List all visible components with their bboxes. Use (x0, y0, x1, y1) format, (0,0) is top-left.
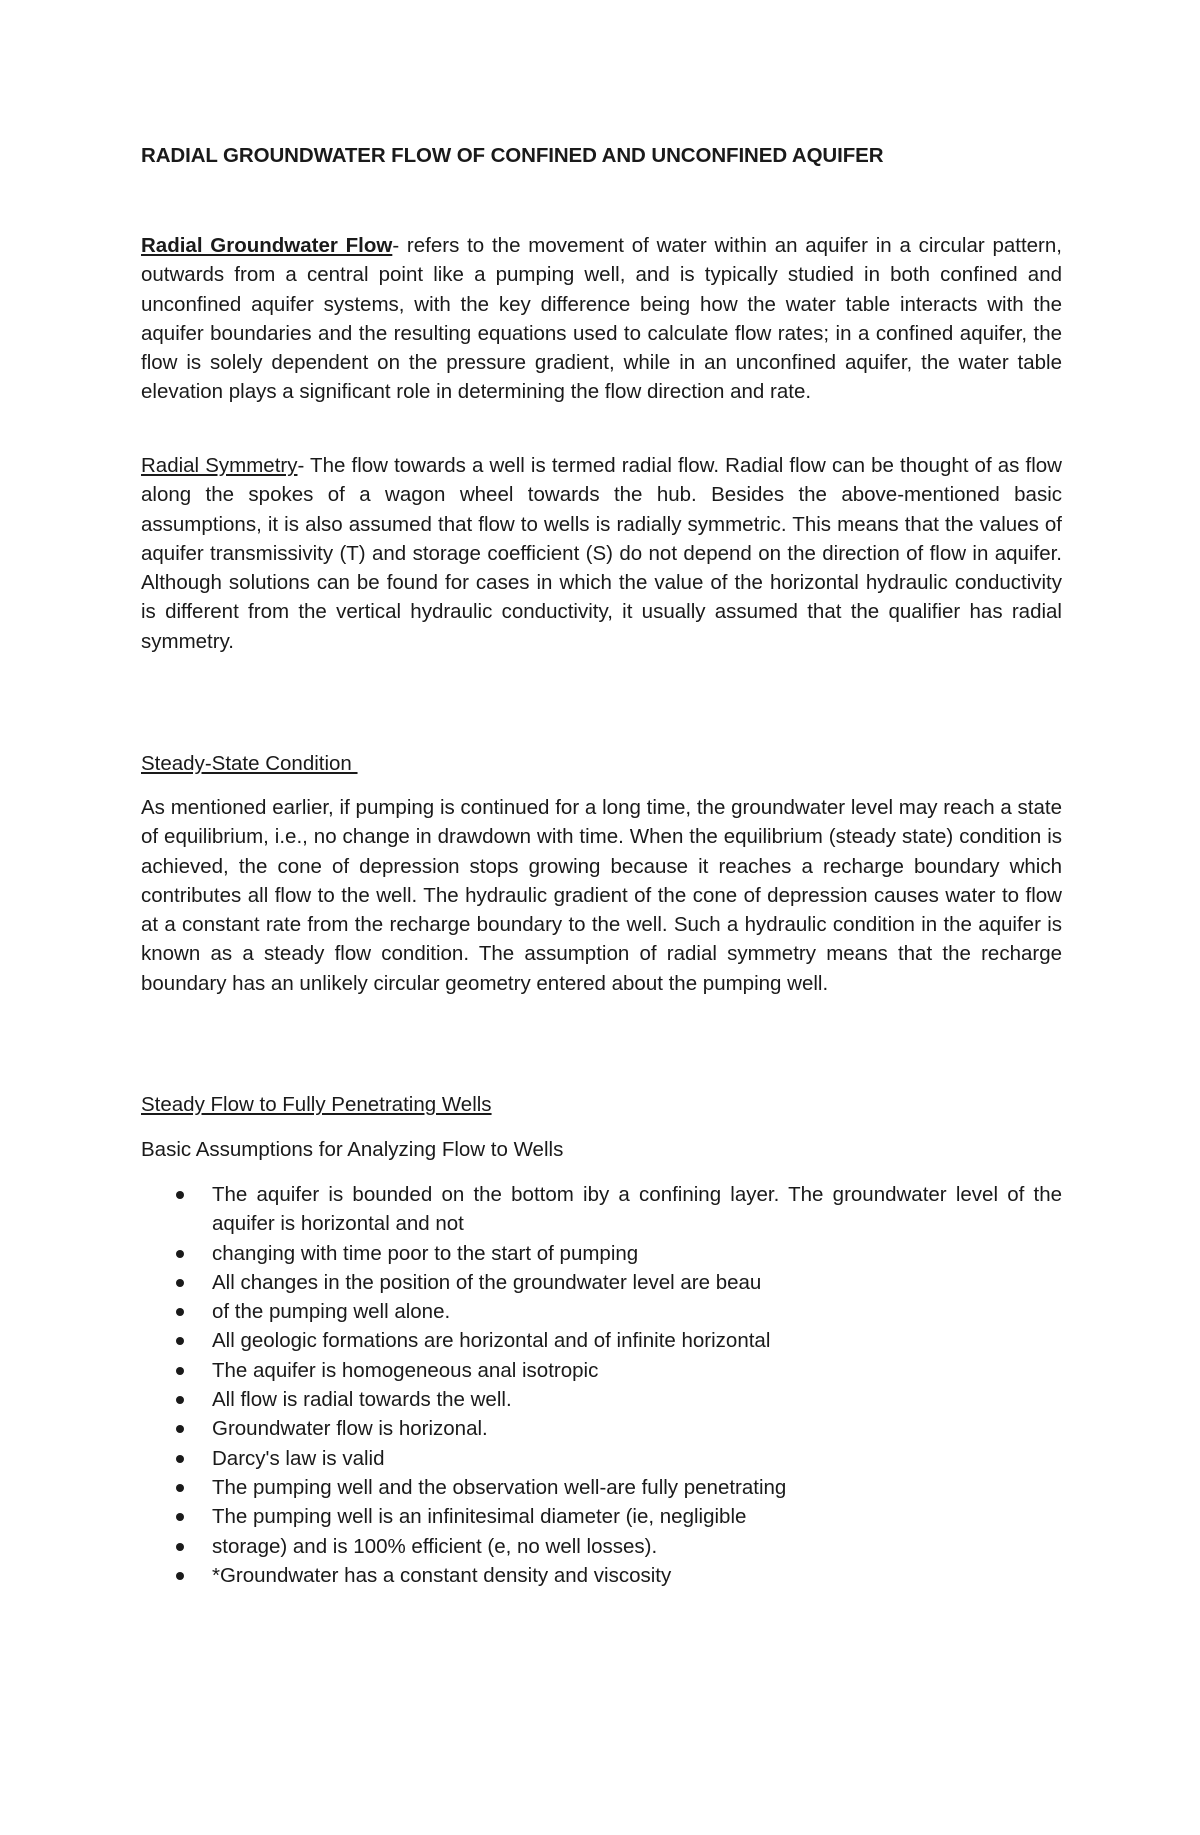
bullet-icon (176, 1337, 184, 1345)
steady-state-paragraph: As mentioned earlier, if pumping is continued for a long time, the groundwater level may reach a state of equilibrium, i.e., no change in drawdown with time. When the equilibrium (steady state) condition is achieved, the cone of depression stops growing because it reaches a recharge boundary which contributes all flow to the well. The hydraulic gradient of the cone of depression causes water to flow at a constant rate from the recharge boundary to the well. Such a hydraulic condition in the aquifer is known as a steady flow condition. The assumption of radial symmetry means that the recharge boundary has an unlikely circular geometry entered about the pumping well. (141, 796, 1062, 995)
radial-flow-term: Radial Groundwater Flow (141, 234, 393, 257)
basic-assumptions-subheading: Basic Assumptions for Analyzing Flow to Wells (141, 1138, 564, 1161)
bullet-icon (176, 1572, 184, 1580)
list-item (141, 1561, 1062, 1590)
document-title: RADIAL GROUNDWATER FLOW OF CONFINED AND UNCONFINED AQUIFER (141, 144, 884, 167)
radial-symmetry-definition: - The flow towards a well is termed radial flow. Radial flow can be thought of as flow along the spokes of a wagon wheel towards the hub. Besides the above-mentioned basic assumptions, it is also assumed that flow to wells is radially symmetric. This means that the values of aquifer transmissivity (T) and storage coefficient (S) do not depend on the direction of flow in aquifer. Although solutions can be found for cases in which the value of the horizontal hydraulic conductivity is different from the vertical hydraulic conductivity, it usually assumed that the qualifier has radial symmetry. (141, 454, 1062, 653)
list-item (141, 1297, 1062, 1326)
list-item (141, 1502, 1062, 1531)
list-item-text: changing with time poor to the start of pumping (212, 1241, 639, 1265)
list-item-text: Groundwater flow is horizonal. (212, 1417, 488, 1441)
bullet-icon (176, 1543, 184, 1551)
fully-penetrating-heading: Steady Flow to Fully Penetrating Wells (141, 1093, 492, 1116)
radial-flow-paragraph (141, 231, 1062, 407)
bullet-icon (176, 1367, 184, 1375)
bullet-icon (176, 1279, 184, 1287)
list-item-text: The aquifer is homogeneous anal isotropic (212, 1358, 599, 1382)
list-item (141, 1180, 1062, 1239)
radial-symmetry-term: Radial Symmetry (141, 454, 298, 477)
bullet-icon (176, 1425, 184, 1433)
list-item (141, 1268, 1062, 1297)
list-item-text: Darcy's law is valid (212, 1446, 385, 1470)
list-item-text: *Groundwater has a constant density and viscosity (212, 1563, 672, 1587)
list-item (141, 1356, 1062, 1385)
list-item (141, 1444, 1062, 1473)
list-item (141, 1532, 1062, 1561)
bullet-icon (176, 1308, 184, 1316)
radial-flow-definition: - refers to the movement of water within an aquifer in a circular pattern, outwards from a central point like a pumping well, and is typically studied in both confined and unconfined aquifer systems, with the key difference being how the water table interacts with the aquifer boundaries and the resulting equations used to calculate flow rates; in a confined aquifer, the flow is solely dependent on the pressure gradient, while in an unconfined aquifer, the water table elevation plays a significant role in determining the flow direction and rate. (141, 234, 1062, 404)
list-item (141, 1326, 1062, 1355)
radial-symmetry-paragraph (141, 451, 1062, 656)
list-item-text: of the pumping well alone. (212, 1300, 451, 1324)
list-item-text: All geologic formations are horizontal and of infinite horizontal (212, 1329, 771, 1353)
steady-state-heading: Steady-State Condition (141, 752, 358, 775)
list-item-text: The pumping well and the observation well-are fully penetrating (212, 1475, 787, 1499)
list-item (141, 1473, 1062, 1502)
bullet-icon (176, 1484, 184, 1492)
list-item-text: The aquifer is bounded on the bottom iby a confining layer. The groundwater level of the aquifer is horizontal and not (212, 1183, 1062, 1236)
bullet-icon (176, 1250, 184, 1258)
assumptions-list (141, 1180, 1062, 1590)
list-item-text: The pumping well is an infinitesimal diameter (ie, negligible (212, 1505, 747, 1529)
list-item (141, 1385, 1062, 1414)
bullet-icon (176, 1191, 184, 1199)
bullet-icon (176, 1455, 184, 1463)
bullet-icon (176, 1396, 184, 1404)
list-item-text: storage) and is 100% efficient (e, no well losses). (212, 1534, 658, 1558)
list-item-text: All changes in the position of the groundwater level are beau (212, 1270, 762, 1294)
list-item (141, 1414, 1062, 1443)
bullet-icon (176, 1513, 184, 1521)
list-item (141, 1239, 1062, 1268)
list-item-text: All flow is radial towards the well. (212, 1388, 512, 1412)
